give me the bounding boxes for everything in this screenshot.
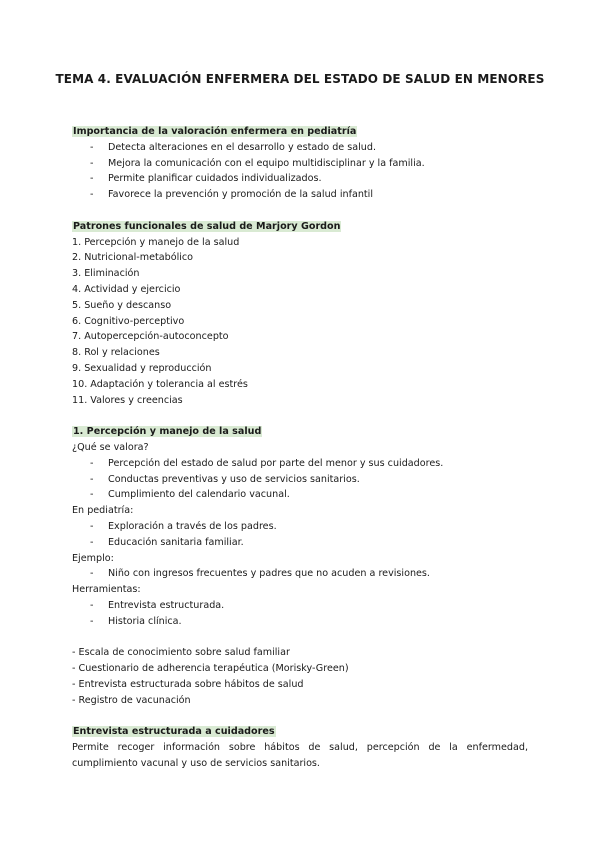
list-item: 8. Rol y relaciones [72, 347, 160, 359]
list-item: - Percepción del estado de salud por parte del menor y sus cuidadores. [72, 456, 528, 472]
section-heading-patrones: Patrones funcionales de salud de Marjory Gordon [73, 220, 341, 232]
list-item: - Entrevista estructurada sobre hábitos de salud [72, 678, 304, 690]
list-item: - Entrevista estructurada. [72, 598, 528, 614]
sub-label: En pediatría: [72, 505, 134, 517]
list-item: - Cumplimiento del calendario vacunal. [72, 487, 528, 503]
list-item: 4. Actividad y ejercicio [72, 283, 181, 295]
list-item: - Exploración a través de los padres. [72, 519, 528, 535]
list-item: 9. Sexualidad y reproducción [72, 362, 212, 374]
paragraph: Permite recoger información sobre hábitos de salud, percepción de la enfermedad, cumplimiento vacunal y uso de servicios sanitarios. [72, 742, 528, 769]
section-heading-importancia: Importancia de la valoración enfermera en pediatría [73, 126, 357, 137]
section-heading-entrevista: Entrevista estructurada a cuidadores [73, 726, 275, 738]
list-item: - Escala de conocimiento sobre salud familiar [72, 647, 290, 659]
list-item: - Favorece la prevención y promoción de la salud infantil [72, 187, 528, 203]
document-body [72, 124, 528, 772]
list-item: - Mejora la comunicación con el equipo multidisciplinar y la familia. [72, 156, 528, 172]
document-title: TEMA 4. EVALUACIÓN ENFERMERA DEL ESTADO DE SALUD EN MENORES [55, 72, 545, 86]
list-item: - Educación sanitaria familiar. [72, 535, 528, 551]
list-item: 3. Eliminación [72, 268, 140, 280]
list-item: - Permite planificar cuidados individualizados. [72, 171, 528, 187]
list-item: - Detecta alteraciones en el desarrollo y estado de salud. [72, 140, 528, 156]
list-item: 6. Cognitivo-perceptivo [72, 315, 185, 327]
list-item: 1. Percepción y manejo de la salud [72, 236, 240, 248]
list-item: - Cuestionario de adherencia terapéutica (Morisky-Green) [72, 663, 349, 675]
list-item: 2. Nutricional-metabólico [72, 252, 194, 264]
list-item: 7. Autopercepción-autoconcepto [72, 331, 229, 343]
sub-label: Ejemplo: [72, 552, 114, 564]
sub-label: Herramientas: [72, 584, 141, 596]
list-item: 5. Sueño y descanso [72, 299, 172, 311]
section-heading-percepcion: 1. Percepción y manejo de la salud [73, 426, 262, 438]
list-item: - Registro de vacunación [72, 694, 191, 706]
sub-label: ¿Qué se valora? [72, 441, 149, 453]
list-item: 10. Adaptación y tolerancia al estrés [72, 378, 248, 390]
list-item: - Conductas preventivas y uso de servicios sanitarios. [72, 472, 528, 488]
list-item: - Historia clínica. [72, 614, 528, 630]
list-item: - Niño con ingresos frecuentes y padres que no acuden a revisiones. [72, 566, 528, 582]
list-item: 11. Valores y creencias [72, 394, 183, 406]
